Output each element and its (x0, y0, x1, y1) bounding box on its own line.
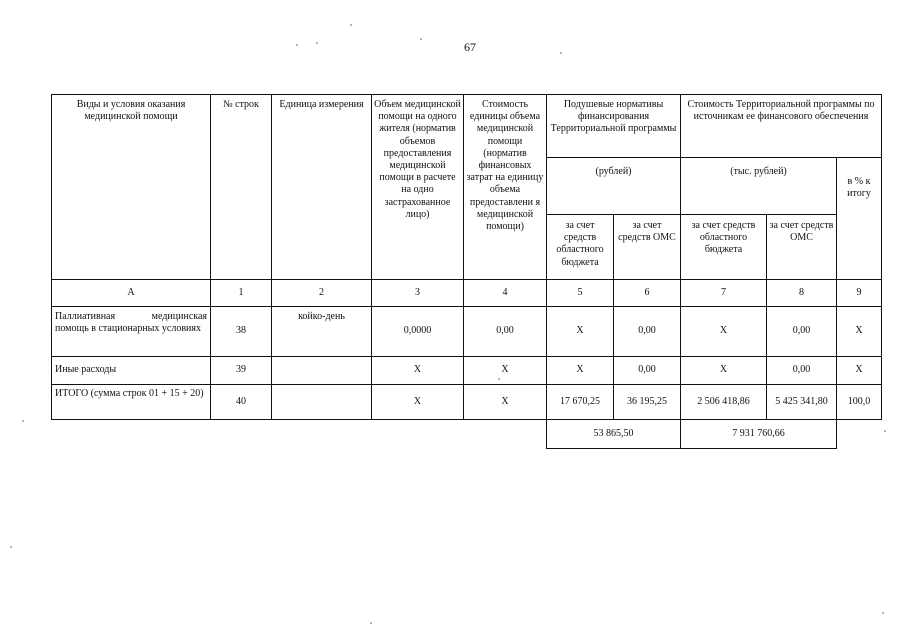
row-total-unit (271, 384, 372, 420)
index-cell: 7 (680, 279, 767, 307)
index-cell: 1 (210, 279, 272, 307)
header-program-cost: Стоимость Территориальной программы по источникам ее финансового обеспечения (680, 94, 882, 158)
row-palliative-care-line: 38 (210, 306, 272, 357)
row-palliative-care-oms-normative: 0,00 (613, 306, 681, 357)
index-cell: 6 (613, 279, 681, 307)
header-types-of-care: Виды и условия оказания медицинской помощи (51, 94, 211, 280)
row-total-oms-cost: 5 425 341,80 (766, 384, 837, 420)
index-cell: 3 (371, 279, 464, 307)
row-other-expenses-unit (271, 356, 372, 385)
row-other-expenses-budget-normative: Х (546, 356, 614, 385)
header-per-capita-normatives: Подушевые нормативы финансирования Территориальной программы (546, 94, 681, 158)
header-unit: Единица измерения (271, 94, 372, 280)
row-other-expenses-volume: Х (371, 356, 464, 385)
scan-speck (884, 430, 886, 432)
header-oms-normative: за счет средств ОМС (613, 214, 681, 280)
row-total-percent: 100,0 (836, 384, 882, 420)
row-total-budget-cost: 2 506 418,86 (680, 384, 767, 420)
row-total-unit-cost: Х (463, 384, 547, 420)
row-palliative-care-unit-cost: 0,00 (463, 306, 547, 357)
row-palliative-care-name: Паллиативная медицинская помощь в стационарных условиях (51, 306, 211, 357)
index-cell: 4 (463, 279, 547, 307)
row-other-expenses-line: 39 (210, 356, 272, 385)
scan-speck (560, 52, 562, 54)
index-cell: А (51, 279, 211, 307)
header-unit-thousand-rubles: (тыс. рублей) (680, 157, 837, 215)
row-total-line: 40 (210, 384, 272, 420)
scan-speck (316, 42, 318, 44)
total-normatives-sum: 53 865,50 (546, 419, 681, 449)
scan-speck (882, 612, 884, 614)
header-regional-budget-cost: за счет средств областного бюджета (680, 214, 767, 280)
index-cell: 9 (836, 279, 882, 307)
header-unit-cost: Стоимость единицы объема медицинской помощи (норматив финансовых затрат на единицу объема предоставлени я медицинской помощи) (463, 94, 547, 280)
index-cell: 8 (766, 279, 837, 307)
header-line-number: № строк (210, 94, 272, 280)
row-other-expenses-name: Иные расходы (51, 356, 211, 385)
row-palliative-care-volume: 0,0000 (371, 306, 464, 357)
row-other-expenses-oms-cost: 0,00 (766, 356, 837, 385)
row-other-expenses-unit-cost: Х (463, 356, 547, 385)
header-unit-rubles: (рублей) (546, 157, 681, 215)
scan-speck (296, 44, 298, 46)
scan-speck (22, 420, 24, 422)
index-cell: 2 (271, 279, 372, 307)
row-total-budget-normative: 17 670,25 (546, 384, 614, 420)
row-palliative-care-budget-cost: Х (680, 306, 767, 357)
page-number: 67 (464, 40, 476, 54)
row-palliative-care-budget-normative: Х (546, 306, 614, 357)
header-percent-of-total: в % к итогу (836, 157, 882, 280)
scan-speck (420, 38, 422, 40)
total-program-cost-sum: 7 931 760,66 (680, 419, 837, 449)
header-volume: Объем медицинской помощи на одного жителя (норматив объемов предоставления медицинской помощи в расчете на одно застрахованное лицо) (371, 94, 464, 280)
row-palliative-care-percent: Х (836, 306, 882, 357)
index-cell: 5 (546, 279, 614, 307)
row-total-oms-normative: 36 195,25 (613, 384, 681, 420)
row-total-name: ИТОГО (сумма строк 01 + 15 + 20) (51, 384, 211, 420)
header-oms-cost: за счет средств ОМС (766, 214, 837, 280)
scan-speck (350, 24, 352, 26)
row-total-volume: Х (371, 384, 464, 420)
row-other-expenses-percent: Х (836, 356, 882, 385)
scan-speck (370, 622, 372, 624)
row-other-expenses-budget-cost: Х (680, 356, 767, 385)
row-palliative-care-unit: койко-день (271, 306, 372, 357)
row-palliative-care-oms-cost: 0,00 (766, 306, 837, 357)
row-other-expenses-oms-normative: 0,00 (613, 356, 681, 385)
scan-speck (10, 546, 12, 548)
header-regional-budget-normative: за счет средств областного бюджета (546, 214, 614, 280)
